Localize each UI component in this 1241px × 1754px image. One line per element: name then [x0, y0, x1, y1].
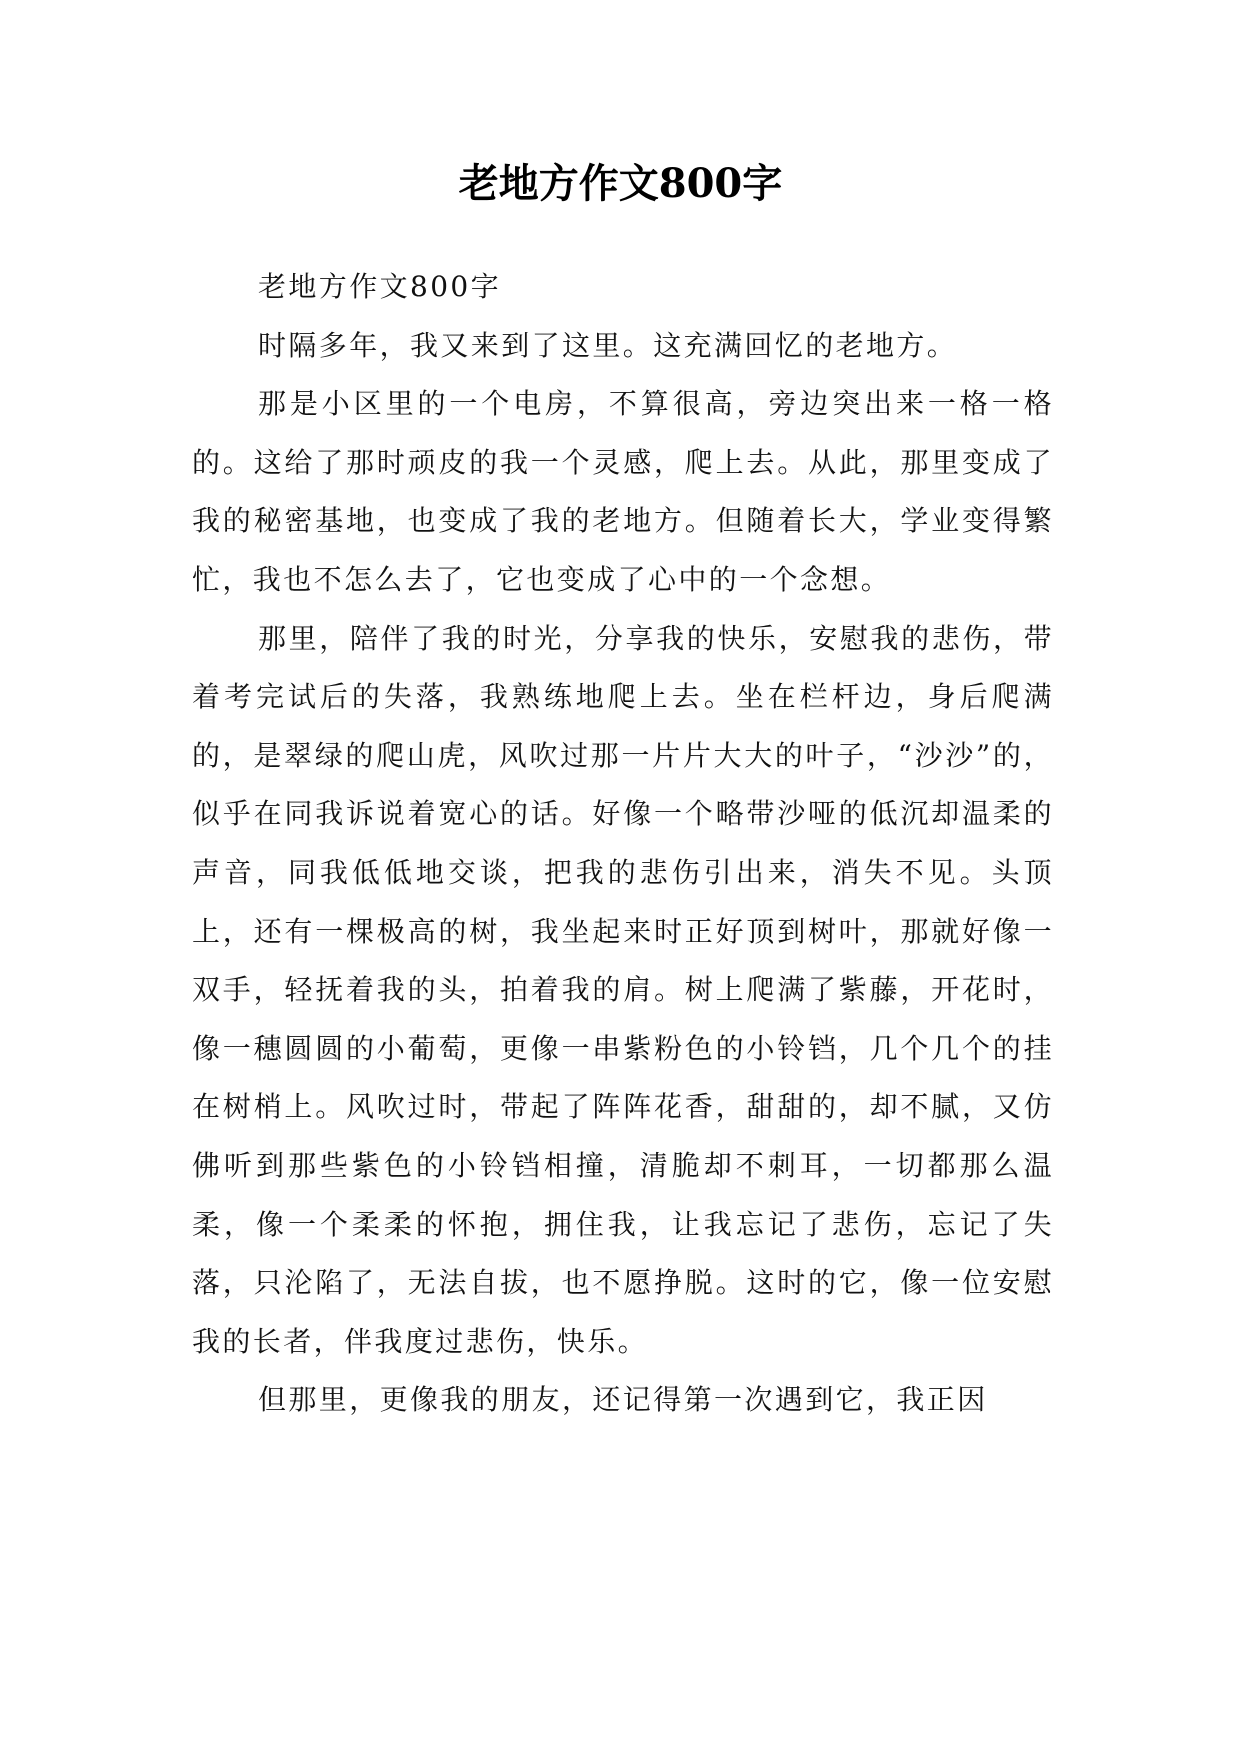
paragraph-2: 那是小区里的一个电房，不算很高，旁边突出来一格一格的。这给了那时顽皮的我一个灵感，爬上去。从此，那里变成了我的秘密基地，也变成了我的老地方。但随着长大，学业变得繁忙，我也不怎么去了，它也变成了心中的一个念想。 [192, 387, 1054, 596]
paragraph-3: 那里，陪伴了我的时光，分享我的快乐，安慰我的悲伤，带着考完试后的失落，我熟练地爬上去。坐在栏杆边，身后爬满的，是翠绿的爬山虎，风吹过那一片片大大的叶子，“沙沙”的，似乎在同我诉说着宽心的话。好像一个略带沙哑的低沉却温柔的声音，同我低低地交谈，把我的悲伤引出来，消失不见。头顶上，还有一棵极高的树，我坐起来时正好顶到树叶，那就好像一双手，轻抚着我的头，拍着我的肩。树上爬满了紫藤，开花时，像一穗圆圆的小葡萄，更像一串紫粉色的小铃铛，几个几个的挂在树梢上。风吹过时，带起了阵阵花香，甜甜的，却不腻，又仿佛听到那些紫色的小铃铛相撞，清脆却不刺耳，一切都那么温柔，像一个柔柔的怀抱，拥住我，让我忘记了悲伤，忘记了失落，只沦陷了，无法自拔，也不愿挣脱。这时的它，像一位安慰我的长者，伴我度过悲伤，快乐。 [192, 621, 1054, 1358]
paragraph-1: 时隔多年，我又来到了这里。这充满回忆的老地方。 [258, 328, 958, 362]
document-title: 老地方作文800字 [458, 160, 783, 207]
document-body [192, 258, 1054, 1430]
paragraph-heading-repeat: 老地方作文800字 [258, 270, 502, 303]
paragraph-4: 但那里，更像我的朋友，还记得第一次遇到它，我正因 [258, 1383, 988, 1417]
